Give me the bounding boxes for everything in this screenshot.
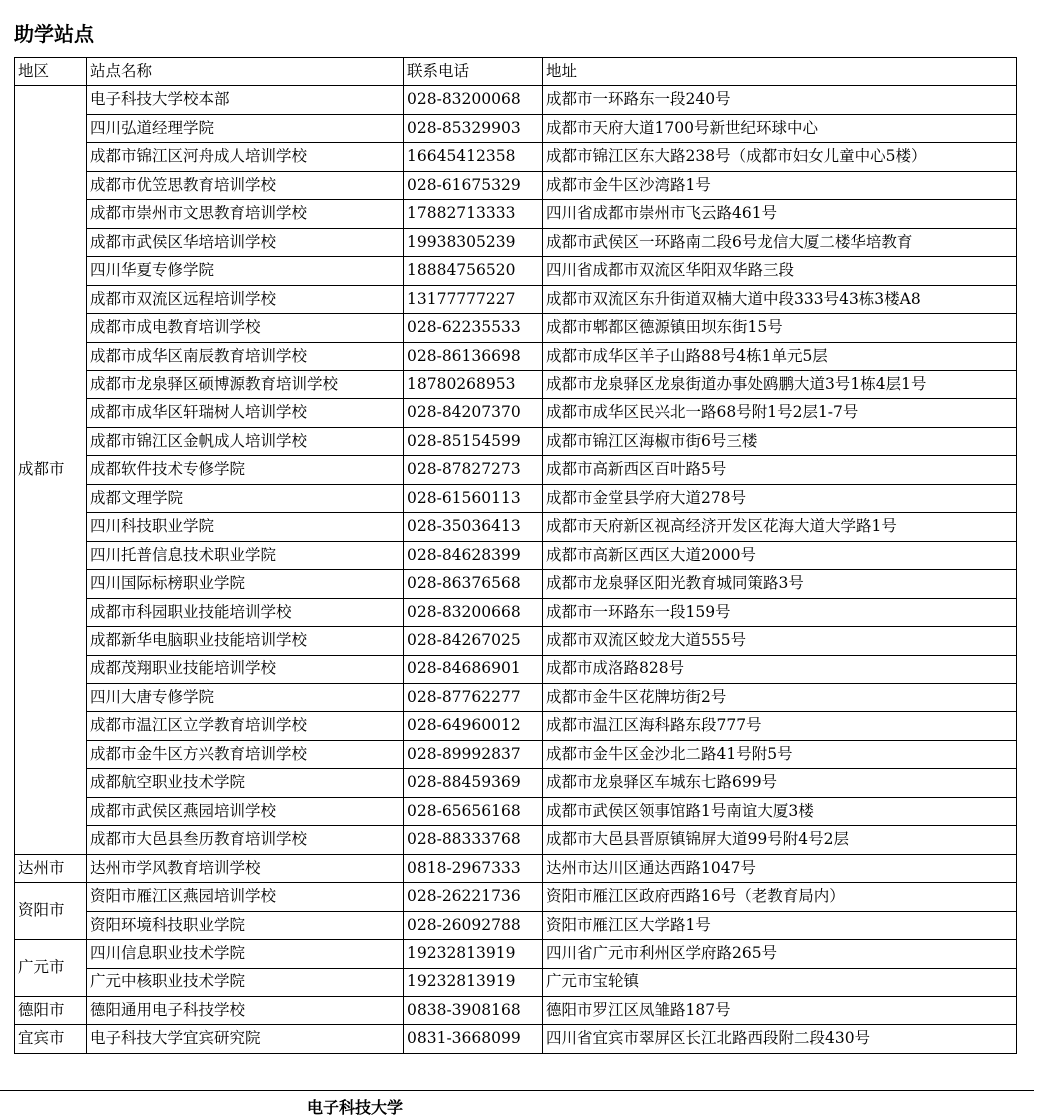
site-name-cell: 成都市优笠思教育培训学校: [87, 171, 404, 199]
address-cell: 成都市天府大道1700号新世纪环球中心: [543, 114, 1017, 142]
table-row: [15, 911, 1017, 939]
table-row: [15, 171, 1017, 199]
site-name-cell: 成都软件技术专修学院: [87, 456, 404, 484]
table-row: [15, 285, 1017, 313]
phone-cell: 028-62235533: [404, 314, 543, 342]
header-row: [15, 58, 1017, 86]
table-row: [15, 143, 1017, 171]
phone-cell: 028-26221736: [404, 883, 543, 911]
phone-cell: 028-88333768: [404, 826, 543, 854]
address-cell: 成都市一环路东一段240号: [543, 86, 1017, 114]
site-name-cell: 成都茂翔职业技能培训学校: [87, 655, 404, 683]
phone-cell: 17882713333: [404, 200, 543, 228]
site-name-cell: 成都市大邑县叁历教育培训学校: [87, 826, 404, 854]
site-name-cell: 四川弘道经理学院: [87, 114, 404, 142]
phone-cell: 028-84207370: [404, 399, 543, 427]
phone-cell: 028-85154599: [404, 427, 543, 455]
table-row: [15, 570, 1017, 598]
address-cell: 成都市双流区东升街道双楠大道中段333号43栋3楼A8: [543, 285, 1017, 313]
site-name-cell: 成都市锦江区河舟成人培训学校: [87, 143, 404, 171]
site-name-cell: 资阳市雁江区燕园培训学校: [87, 883, 404, 911]
table-row: [15, 797, 1017, 825]
phone-cell: 028-64960012: [404, 712, 543, 740]
address-cell: 成都市天府新区视高经济开发区花海大道大学路1号: [543, 513, 1017, 541]
address-cell: 成都市一环路东一段159号: [543, 598, 1017, 626]
address-cell: 成都市金堂县学府大道278号: [543, 484, 1017, 512]
footer-divider: [0, 1090, 1034, 1091]
address-cell: 成都市龙泉驿区龙泉街道办事处鸥鹏大道3号1栋4层1号: [543, 370, 1017, 398]
region-cell: 达州市: [15, 854, 87, 882]
address-cell: 成都市温江区海科路东段777号: [543, 712, 1017, 740]
table-row: [15, 740, 1017, 768]
address-cell: 成都市金牛区沙湾路1号: [543, 171, 1017, 199]
phone-cell: 028-87762277: [404, 683, 543, 711]
site-name-cell: 成都市武侯区华培培训学校: [87, 228, 404, 256]
phone-cell: 028-35036413: [404, 513, 543, 541]
site-name-cell: 成都市双流区远程培训学校: [87, 285, 404, 313]
sites-body: [15, 86, 1017, 1053]
phone-cell: 028-88459369: [404, 769, 543, 797]
table-row: [15, 940, 1017, 968]
phone-cell: 028-89992837: [404, 740, 543, 768]
site-name-cell: 成都市成电教育培训学校: [87, 314, 404, 342]
address-cell: 四川省成都市双流区华阳双华路三段: [543, 257, 1017, 285]
address-cell: 资阳市雁江区大学路1号: [543, 911, 1017, 939]
phone-cell: 028-86376568: [404, 570, 543, 598]
address-cell: 资阳市雁江区政府西路16号（老教育局内）: [543, 883, 1017, 911]
table-row: [15, 342, 1017, 370]
address-cell: 成都市高新区西区大道2000号: [543, 541, 1017, 569]
phone-cell: 0818-2967333: [404, 854, 543, 882]
table-row: [15, 996, 1017, 1024]
table-row: [15, 228, 1017, 256]
page-title: 助学站点: [14, 22, 94, 46]
phone-cell: 028-84686901: [404, 655, 543, 683]
site-name-cell: 四川华夏专修学院: [87, 257, 404, 285]
site-name-cell: 四川大唐专修学院: [87, 683, 404, 711]
site-name-cell: 四川信息职业技术学院: [87, 940, 404, 968]
site-name-cell: 电子科技大学校本部: [87, 86, 404, 114]
address-cell: 成都市金牛区金沙北二路41号附5号: [543, 740, 1017, 768]
phone-cell: 028-86136698: [404, 342, 543, 370]
table-row: [15, 200, 1017, 228]
table-row: [15, 456, 1017, 484]
table-row: [15, 769, 1017, 797]
address-cell: 成都市龙泉驿区阳光教育城同策路3号: [543, 570, 1017, 598]
table-row: [15, 627, 1017, 655]
table-row: [15, 1025, 1017, 1053]
address-cell: 成都市锦江区海椒市街6号三楼: [543, 427, 1017, 455]
table-row: [15, 712, 1017, 740]
region-cell: 成都市: [15, 86, 87, 854]
site-name-cell: 成都市锦江区金帆成人培训学校: [87, 427, 404, 455]
table-row: [15, 484, 1017, 512]
address-cell: 成都市成洛路828号: [543, 655, 1017, 683]
phone-cell: 028-87827273: [404, 456, 543, 484]
table-row: [15, 826, 1017, 854]
site-name-cell: 成都市金牛区方兴教育培训学校: [87, 740, 404, 768]
address-cell: 成都市锦江区东大路238号（成都市妇女儿童中心5楼）: [543, 143, 1017, 171]
site-name-cell: 资阳环境科技职业学院: [87, 911, 404, 939]
table-row: [15, 427, 1017, 455]
table-row: [15, 968, 1017, 996]
phone-cell: 19938305239: [404, 228, 543, 256]
phone-cell: 028-26092788: [404, 911, 543, 939]
site-name-cell: 德阳通用电子科技学校: [87, 996, 404, 1024]
table-row: [15, 370, 1017, 398]
address-cell: 成都市龙泉驿区车城东七路699号: [543, 769, 1017, 797]
address-cell: 成都市成华区民兴北一路68号附1号2层1-7号: [543, 399, 1017, 427]
site-name-cell: 四川托普信息技术职业学院: [87, 541, 404, 569]
table-row: [15, 399, 1017, 427]
address-cell: 成都市大邑县晋原镇锦屏大道99号附4号2层: [543, 826, 1017, 854]
table-row: [15, 114, 1017, 142]
address-cell: 成都市武侯区领事馆路1号南谊大厦3楼: [543, 797, 1017, 825]
table-row: [15, 86, 1017, 114]
phone-cell: 028-84267025: [404, 627, 543, 655]
address-cell: 成都市高新西区百叶路5号: [543, 456, 1017, 484]
region-cell: 广元市: [15, 940, 87, 997]
region-cell: 宜宾市: [15, 1025, 87, 1053]
address-cell: 四川省广元市利州区学府路265号: [543, 940, 1017, 968]
header-phone: 联系电话: [404, 58, 543, 86]
table-row: [15, 541, 1017, 569]
address-cell: 成都市金牛区花牌坊街2号: [543, 683, 1017, 711]
site-name-cell: 四川国际标榜职业学院: [87, 570, 404, 598]
phone-cell: 18780268953: [404, 370, 543, 398]
address-cell: 四川省宜宾市翠屏区长江北路西段附二段430号: [543, 1025, 1017, 1053]
site-name-cell: 成都市成华区轩瑞树人培训学校: [87, 399, 404, 427]
phone-cell: 0831-3668099: [404, 1025, 543, 1053]
table-row: [15, 683, 1017, 711]
address-cell: 成都市双流区蛟龙大道555号: [543, 627, 1017, 655]
header-region: 地区: [15, 58, 87, 86]
region-cell: 德阳市: [15, 996, 87, 1024]
phone-cell: 18884756520: [404, 257, 543, 285]
address-cell: 广元市宝轮镇: [543, 968, 1017, 996]
footer-text: 电子科技大学: [307, 1098, 404, 1117]
phone-cell: 13177777227: [404, 285, 543, 313]
address-cell: 四川省成都市崇州市飞云路461号: [543, 200, 1017, 228]
site-name-cell: 成都市温江区立学教育培训学校: [87, 712, 404, 740]
table-row: [15, 257, 1017, 285]
site-name-cell: 成都航空职业技术学院: [87, 769, 404, 797]
site-name-cell: 成都市崇州市文思教育培训学校: [87, 200, 404, 228]
site-name-cell: 成都文理学院: [87, 484, 404, 512]
phone-cell: 19232813919: [404, 968, 543, 996]
phone-cell: 028-83200068: [404, 86, 543, 114]
table-row: [15, 854, 1017, 882]
phone-cell: 0838-3908168: [404, 996, 543, 1024]
header-address: 地址: [543, 58, 1017, 86]
address-cell: 成都市郫都区德源镇田坝东街15号: [543, 314, 1017, 342]
site-name-cell: 四川科技职业学院: [87, 513, 404, 541]
site-name-cell: 电子科技大学宜宾研究院: [87, 1025, 404, 1053]
site-name-cell: 成都市武侯区燕园培训学校: [87, 797, 404, 825]
site-name-cell: 成都市成华区南辰教育培训学校: [87, 342, 404, 370]
phone-cell: 028-65656168: [404, 797, 543, 825]
table-row: [15, 314, 1017, 342]
header-site-name: 站点名称: [87, 58, 404, 86]
site-name-cell: 成都市科园职业技能培训学校: [87, 598, 404, 626]
table-row: [15, 513, 1017, 541]
phone-cell: 028-85329903: [404, 114, 543, 142]
phone-cell: 19232813919: [404, 940, 543, 968]
address-cell: 达州市达川区通达西路1047号: [543, 854, 1017, 882]
site-name-cell: 成都新华电脑职业技能培训学校: [87, 627, 404, 655]
region-cell: 资阳市: [15, 883, 87, 940]
phone-cell: 028-84628399: [404, 541, 543, 569]
address-cell: 成都市武侯区一环路南二段6号龙信大厦二楼华培教育: [543, 228, 1017, 256]
phone-cell: 16645412358: [404, 143, 543, 171]
phone-cell: 028-83200668: [404, 598, 543, 626]
table-row: [15, 655, 1017, 683]
phone-cell: 028-61560113: [404, 484, 543, 512]
site-name-cell: 成都市龙泉驿区硕博源教育培训学校: [87, 370, 404, 398]
table-row: [15, 883, 1017, 911]
site-name-cell: 广元中核职业技术学院: [87, 968, 404, 996]
site-name-cell: 达州市学风教育培训学校: [87, 854, 404, 882]
address-cell: 成都市成华区羊子山路88号4栋1单元5层: [543, 342, 1017, 370]
address-cell: 德阳市罗江区凤雏路187号: [543, 996, 1017, 1024]
table-row: [15, 598, 1017, 626]
sites-table: [14, 57, 1017, 1054]
phone-cell: 028-61675329: [404, 171, 543, 199]
